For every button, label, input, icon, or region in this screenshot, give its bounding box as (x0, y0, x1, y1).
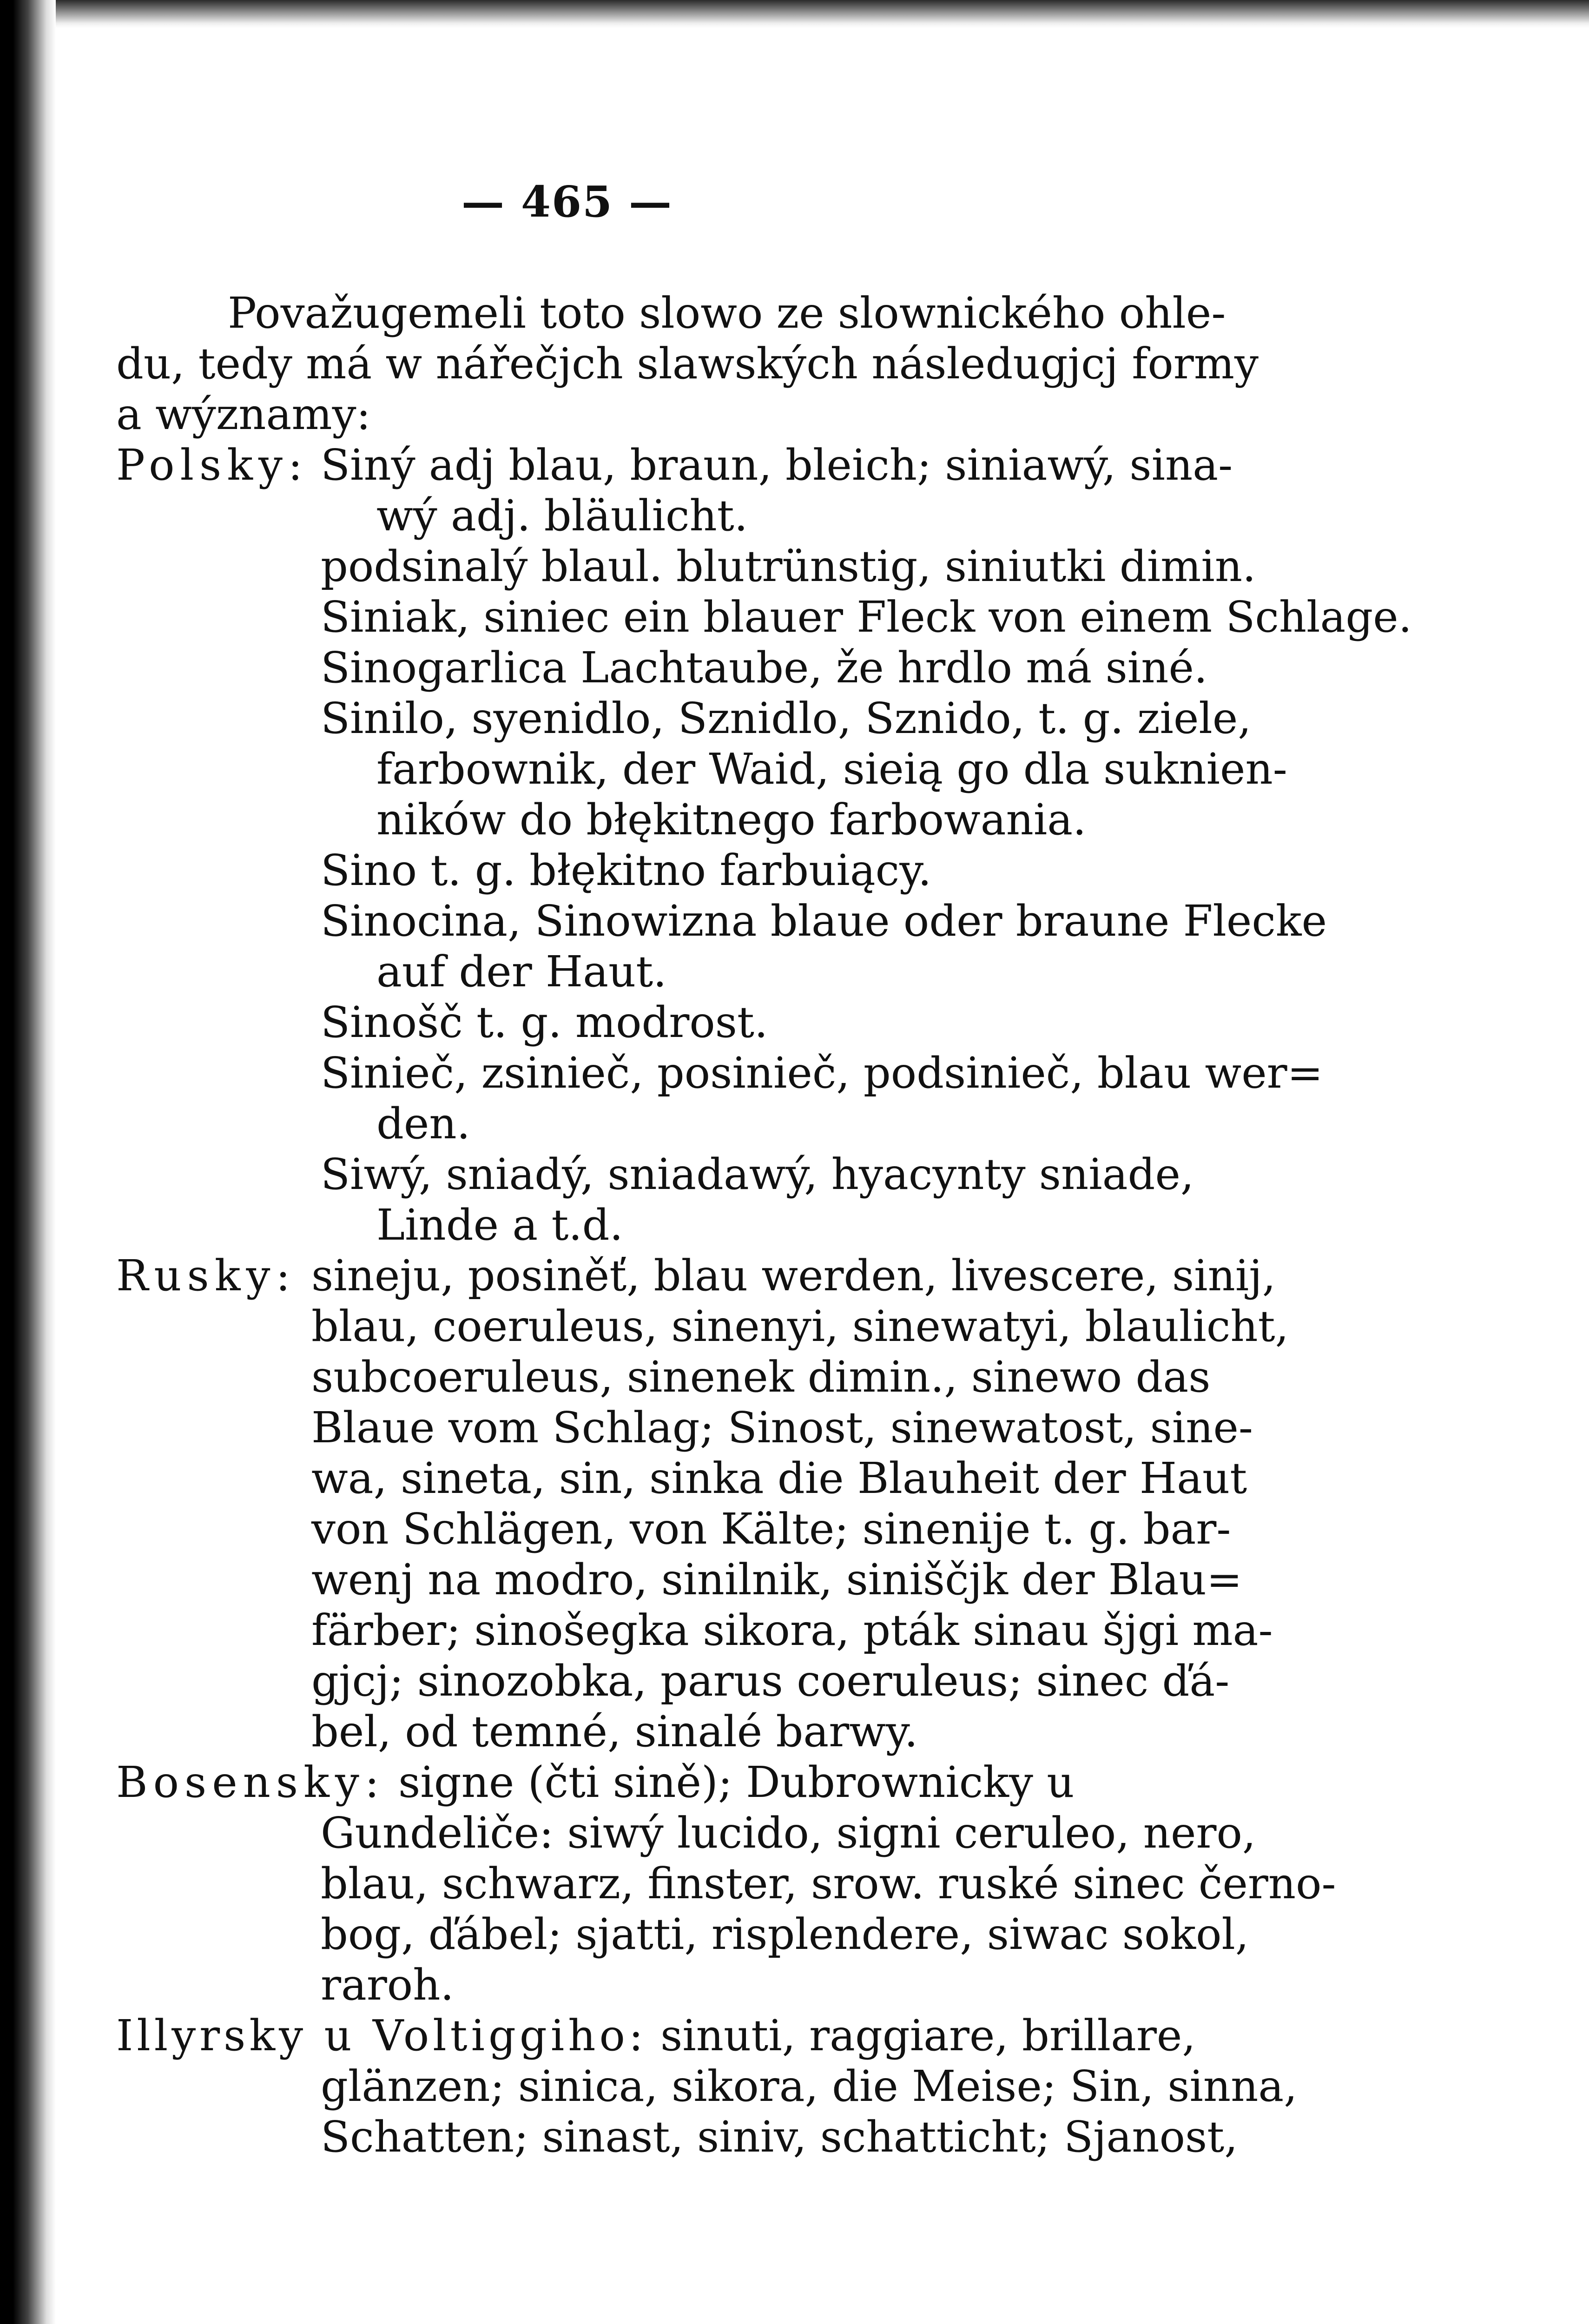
entry-line: Gundeliče: siwý lucido, signi ceruleo, nero, (321, 1808, 1256, 1858)
intro-line: Považugemeli toto slowo ze slownického ohle- (228, 288, 1226, 338)
language-label: Bosensky: (116, 1757, 385, 1807)
page-number: — 465 — (461, 177, 673, 227)
entry-line: Sinilo, syenidlo, Sznidlo, Sznido, t. g. ziele, (321, 693, 1252, 743)
entry-line: von Schlägen, von Kälte; sinenije t. g. bar- (311, 1504, 1231, 1554)
entry-line: den. (376, 1099, 470, 1149)
entry-line: Blaue vom Schlag; Sinost, sinewatost, sine- (311, 1403, 1253, 1452)
entry-illyrsky (116, 2010, 1298, 2162)
intro-line: a wýznamy: (116, 390, 371, 439)
page-body (116, 177, 1412, 2162)
scan-shadow-top (0, 0, 1589, 28)
entry-line: podsinalý blaul. blutrünstig, siniutki dimin. (321, 541, 1256, 591)
entry-first-line: signe (čti sině); Dubrownicky u (398, 1757, 1075, 1807)
entry-line: Sinieč, zsinieč, posinieč, podsinieč, blau wer= (321, 1048, 1323, 1098)
entry-line: Sinocina, Sinowizna blaue oder braune Flecke (321, 896, 1327, 946)
entry-line: wa, sineta, sin, sinka die Blauheit der Haut (311, 1453, 1247, 1503)
entry-line: blau, coeruleus, sinenyi, sinewatyi, blaulicht, (311, 1301, 1289, 1351)
entry-line: farbownik, der Waid, sieią go dla suknien- (376, 744, 1287, 794)
entry-line: Sinošč t. g. modrost. (321, 997, 768, 1047)
entry-line: Schatten; sinast, siniv, schatticht; Sjanost, (321, 2112, 1238, 2162)
entry-line: raroh. (321, 1960, 454, 2010)
entry-line: gjcj; sinozobka, parus coeruleus; sinec ďá- (311, 1656, 1230, 1706)
language-label: Rusky: (116, 1251, 296, 1301)
entry-line (116, 2010, 1292, 2061)
language-label: Polsky: (116, 440, 308, 490)
entry-line: Siwý, sniadý, sniadawý, hyacynty sniade, (321, 1149, 1194, 1199)
entry-line: ników do błękitnego farbowania. (376, 795, 1087, 845)
entry-line: bog, ďábel; sjatti, risplendere, siwac sokol, (321, 1909, 1249, 1959)
entry-line: bel, od temné, sinalé barwy. (311, 1707, 918, 1756)
entry-line: sineju, posiněť, blau werden, livescere, sinij, (311, 1251, 1276, 1301)
entry-line: auf der Haut. (376, 947, 667, 997)
entry-line: wenj na modro, sinilnik, siniščjk der Blau= (311, 1555, 1242, 1604)
language-label: Illyrsky u Voltiggiho: (116, 2011, 647, 2060)
entry-rusky (116, 1250, 1292, 1757)
intro-line: du, tedy má w nářečjch slawských následugjcj formy (116, 339, 1259, 389)
intro-paragraph (116, 288, 1292, 440)
scan-shadow-left (0, 0, 56, 2324)
entry-polsky (116, 440, 1412, 1250)
entry-line: wý adj. bläulicht. (376, 491, 748, 541)
entry-first-line: sinuti, raggiare, brillare, (660, 2011, 1196, 2060)
entry-line: färber; sinošegka sikora, pták sinau šjgi ma- (311, 1605, 1273, 1655)
entry-line: Linde a t.d. (376, 1200, 623, 1250)
entry-line: Sinogarlica Lachtaube, že hrdlo má siné. (321, 643, 1208, 693)
entry-line: Siný adj blau, braun, bleich; siniawý, sina- (321, 440, 1233, 490)
entry-line: Siniak, siniec ein blauer Fleck von einem Schlage. (321, 592, 1412, 642)
entry-bosensky (116, 1757, 1336, 2010)
entry-line (116, 1757, 1292, 1808)
entry-line: glänzen; sinica, sikora, die Meise; Sin, sinna, (321, 2061, 1298, 2111)
entry-line: blau, schwarz, finster, srow. ruské sinec černo- (321, 1859, 1336, 1908)
entry-line: subcoeruleus, sinenek dimin., sinewo das (311, 1352, 1211, 1402)
entry-line: Sino t. g. błękitno farbuiący. (321, 845, 932, 895)
